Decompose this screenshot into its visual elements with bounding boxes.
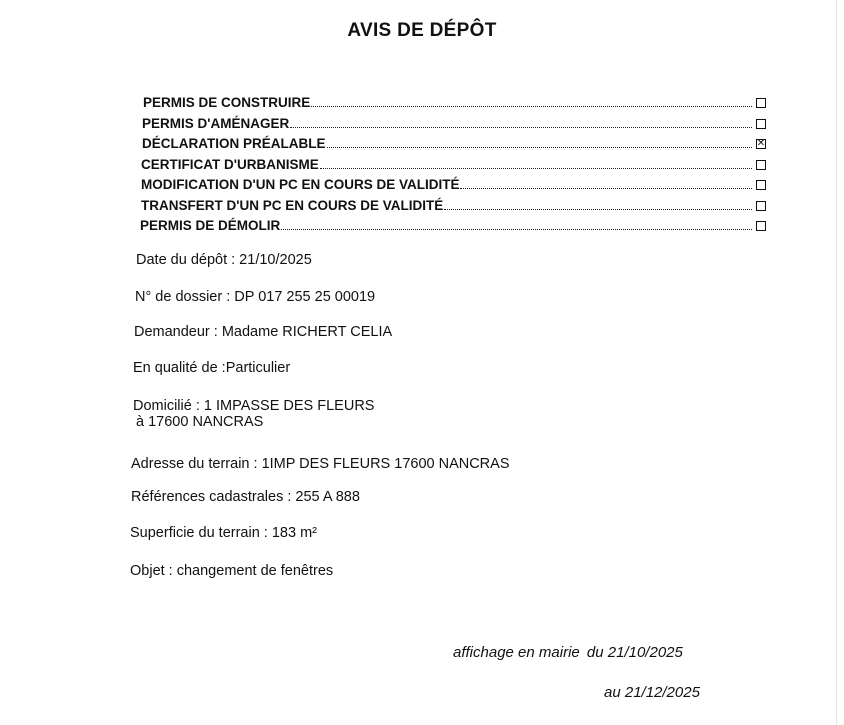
checklist-item-permis-amenager: [142, 111, 766, 131]
dot-leader: [460, 187, 752, 189]
dot-leader: [281, 228, 752, 230]
document-title: AVIS DE DÉPÔT: [347, 20, 497, 41]
checklist-item-transfert-pc: [141, 193, 766, 213]
checkbox[interactable]: [756, 221, 766, 231]
checklist-item-label: PERMIS D'AMÉNAGER: [142, 116, 290, 131]
checklist-item-label: CERTIFICAT D'URBANISME: [141, 157, 319, 172]
dossier-number: N° de dossier : DP 017 255 25 00019: [135, 289, 376, 305]
checklist-item-label: MODIFICATION D'UN PC EN COURS DE VALIDITÉ: [141, 177, 460, 192]
affichage-line-2: au 21/12/2025: [604, 684, 700, 701]
checkbox[interactable]: [756, 180, 766, 190]
demandeur: Demandeur : Madame RICHERT CELIA: [134, 324, 393, 340]
checkbox[interactable]: [756, 98, 766, 108]
checklist-item-declaration-prealable: [142, 131, 766, 151]
domicile-line-1: Domicilié : 1 IMPASSE DES FLEURS: [133, 398, 375, 414]
checklist-item-certificat-urbanisme: [141, 152, 766, 172]
dot-leader: [327, 146, 753, 148]
references-cadastrales: Références cadastrales : 255 A 888: [131, 489, 360, 505]
checkbox[interactable]: [756, 119, 766, 129]
dot-leader: [444, 208, 752, 210]
date-depot: Date du dépôt : 21/10/2025: [136, 252, 312, 268]
page-edge: [836, 0, 837, 725]
checklist-item-label: PERMIS DE CONSTRUIRE: [143, 95, 311, 110]
affichage-start-date: du 21/10/2025: [586, 644, 683, 661]
checkbox[interactable]: [756, 201, 766, 211]
checklist-item-label: TRANSFERT D'UN PC EN COURS DE VALIDITÉ: [141, 198, 444, 213]
checkbox[interactable]: [756, 160, 766, 170]
checkbox-checked[interactable]: [756, 139, 766, 149]
checklist-item-label: PERMIS DE DÉMOLIR: [140, 218, 281, 233]
qualite: En qualité de :Particulier: [133, 360, 291, 376]
checklist-item-modification-pc: [141, 172, 766, 192]
adresse-terrain: Adresse du terrain : 1IMP DES FLEURS 17600 NANCRAS: [131, 456, 510, 472]
dot-leader: [290, 126, 752, 128]
checklist-item-label: DÉCLARATION PRÉALABLE: [142, 136, 326, 151]
objet: Objet : changement de fenêtres: [130, 563, 334, 579]
affichage-line-1: [453, 644, 683, 661]
checklist-item-permis-demolir: [140, 213, 766, 233]
dot-leader: [311, 105, 752, 107]
domicile-line-2: à 17600 NANCRAS: [136, 414, 264, 430]
checklist-item-permis-construire: [143, 90, 766, 110]
dot-leader: [320, 167, 752, 169]
superficie-terrain: Superficie du terrain : 183 m²: [130, 525, 317, 541]
affichage-prefix: affichage en mairie: [453, 644, 580, 661]
